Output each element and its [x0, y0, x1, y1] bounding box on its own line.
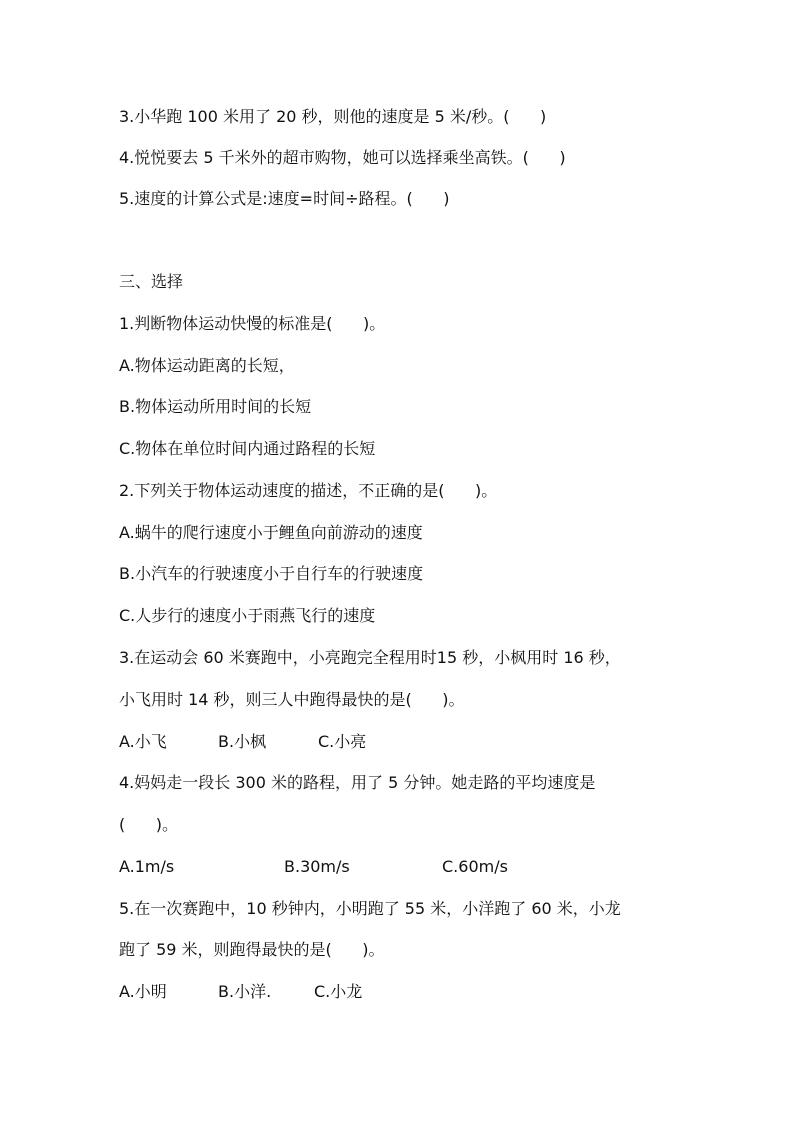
choice-question-1-option-c: C.物体在单位时间内通过路程的长短 — [119, 439, 376, 458]
choice-question-5-option-c: C.小龙 — [314, 982, 363, 1001]
choice-question-2-option-c: C.人步行的速度小于雨燕飞行的速度 — [119, 606, 376, 625]
choice-question-2-option-b: B.小汽车的行驶速度小于自行车的行驶速度 — [119, 564, 424, 583]
choice-question-4-option-b: B.30m/s — [284, 857, 350, 876]
choice-question-4-stem-line-2: ( )。 — [119, 815, 179, 834]
choice-question-4-option-a: A.1m/s — [119, 857, 175, 876]
judgement-question-5: 5.速度的计算公式是:速度=时间÷路程。( ) — [119, 189, 450, 208]
judgement-question-4: 4.悦悦要去 5 千米外的超市购物，她可以选择乘坐高铁。( ) — [119, 148, 566, 167]
choice-question-2-stem: 2.下列关于物体运动速度的描述，不正确的是( )。 — [119, 481, 498, 500]
section-heading: 三、选择 — [119, 272, 184, 291]
choice-question-5-option-b: B.小洋. — [218, 982, 272, 1001]
choice-question-5-stem-line-1: 5.在一次赛跑中，10 秒钟内，小明跑了 55 米，小洋跑了 60 米，小龙 — [119, 899, 621, 918]
choice-question-3-stem-line-2: 小飞用时 14 秒，则三人中跑得最快的是( )。 — [119, 690, 465, 709]
choice-question-4-option-c: C.60m/s — [442, 857, 508, 876]
judgement-question-3: 3.小华跑 100 米用了 20 秒，则他的速度是 5 米/秒。( ) — [119, 107, 547, 126]
choice-question-3-stem-line-1: 3.在运动会 60 米赛跑中，小亮跑完全程用时15 秒，小枫用时 16 秒， — [119, 648, 621, 667]
choice-question-5-option-a: A.小明 — [119, 982, 167, 1001]
choice-question-3-option-c: C.小亮 — [318, 732, 367, 751]
choice-question-5-stem-line-2: 跑了 59 米，则跑得最快的是( )。 — [119, 940, 385, 959]
choice-question-1-stem: 1.判断物体运动快慢的标准是( )。 — [119, 314, 386, 333]
choice-question-1-option-b: B.物体运动所用时间的长短 — [119, 397, 312, 416]
choice-question-4-stem-line-1: 4.妈妈走一段长 300 米的路程，用了 5 分钟。她走路的平均速度是 — [119, 773, 596, 792]
choice-question-3-option-a: A.小飞 — [119, 732, 167, 751]
choice-question-2-option-a: A.蜗牛的爬行速度小于鲤鱼向前游动的速度 — [119, 523, 423, 542]
choice-question-3-option-b: B.小枫 — [218, 732, 267, 751]
choice-question-1-option-a: A.物体运动距离的长短， — [119, 356, 295, 375]
